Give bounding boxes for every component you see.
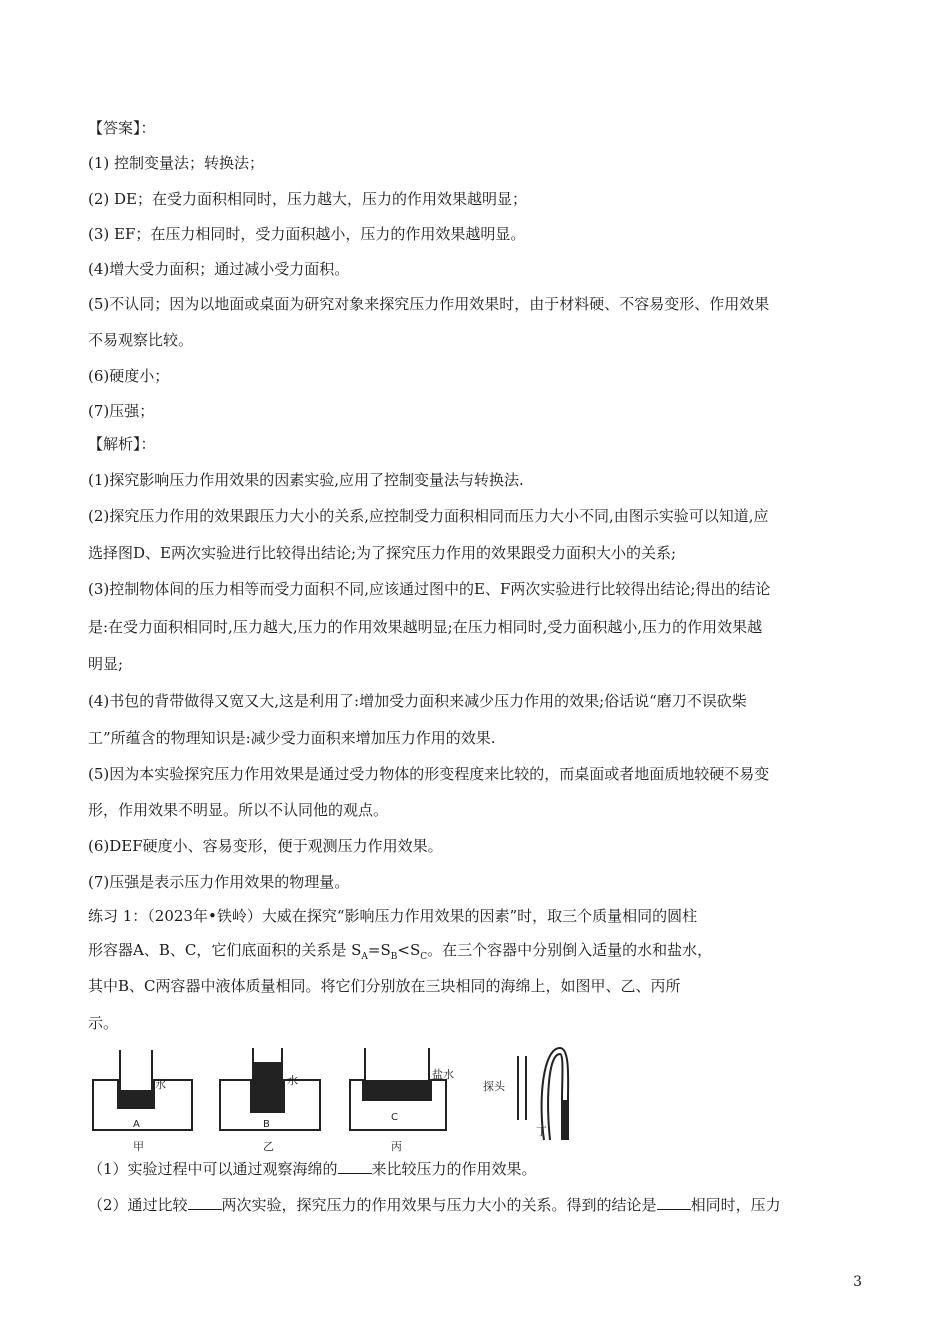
label-water-a: 水 — [155, 1078, 166, 1091]
answer-line: 不易观察比较。 — [88, 331, 194, 349]
answer-line: (2) DE；在受力面积相同时，压力越大，压力的作用效果越明显； — [88, 190, 527, 208]
page-number: 3 — [853, 1274, 862, 1290]
letter-c: C — [391, 1112, 398, 1123]
caption-a: 甲 — [133, 1140, 144, 1153]
exercise-line: 练习 1：（2023年•铁岭）大威在探究“影响压力作用效果的因素”时，取三个质量相同的圆柱 — [88, 907, 698, 925]
answer-line: (1) 控制变量法；转换法； — [88, 154, 265, 172]
letter-b: B — [263, 1119, 270, 1130]
answer-blank[interactable] — [188, 1195, 222, 1210]
letter-a: A — [133, 1119, 140, 1130]
analysis-line: 明显; — [88, 655, 124, 673]
answer-line: (4)增大受力面积；通过减小受力面积。 — [88, 260, 350, 278]
analysis-line: (2)探究压力作用的效果跟压力大小的关系,应控制受力面积相同而压力大小不同,由图示实验可以知道,应 — [88, 507, 769, 525]
exercise-line: 示。 — [88, 1014, 119, 1032]
caption-b: 乙 — [263, 1140, 274, 1153]
answer-heading: 【答案】： — [88, 119, 156, 137]
analysis-line: (6)DEF硬度小、容易变形，便于观测压力作用效果。 — [88, 837, 443, 855]
answer-line: (3) EF；在压力相同时，受力面积越小，压力的作用效果越明显。 — [88, 225, 526, 243]
question-2: （2）通过比较 两次实验，探究压力的作用效果与压力大小的关系。得到的结论是 相同时，压力 — [88, 1196, 781, 1214]
answer-blank[interactable] — [657, 1195, 691, 1210]
exercise-line: 其中B、C两容器中液体质量相同。将它们分别放在三块相同的海绵上，如图甲、乙、丙所 — [88, 977, 681, 995]
analysis-line: (4)书包的背带做得又宽又大,这是利用了:增加受力面积来减少压力作用的效果;俗话说“磨刀不误砍柴 — [88, 692, 747, 710]
sponge-c — [350, 1048, 446, 1130]
label-salt-water: 盐水 — [432, 1068, 454, 1081]
analysis-line: 形，作用效果不明显。所以不认同他的观点。 — [88, 801, 389, 819]
label-water-b: 水 — [287, 1074, 298, 1087]
analysis-line: (3)控制物体间的压力相等而受力面积不同,应该通过图中的E、F两次实验进行比较得出结论;得出的结论 — [88, 580, 771, 598]
answer-blank[interactable] — [338, 1159, 372, 1174]
sponge-b — [220, 1048, 320, 1130]
sponge-a — [93, 1050, 192, 1130]
analysis-heading: 【解析】： — [88, 435, 156, 453]
analysis-line: (5)因为本实验探究压力作用效果是通过受力物体的形变程度来比较的，而桌面或者地面质地较硬不易变 — [88, 765, 770, 783]
analysis-line: 工”所蕴含的物理知识是:减少受力面积来增加压力作用的效果. — [88, 729, 496, 747]
answer-line: (7)压强； — [88, 402, 155, 420]
analysis-line: (7)压强是表示压力作用效果的物理量。 — [88, 873, 350, 891]
experiment-figure — [88, 1040, 588, 1160]
caption-d: 丁 — [536, 1125, 547, 1138]
answer-line: (5)不认同；因为以地面或桌面为研究对象来探究压力作用效果时，由于材料硬、不容易变形、作用效果 — [88, 295, 770, 313]
label-probe: 探头 — [483, 1080, 505, 1093]
answer-line: (6)硬度小； — [88, 367, 170, 385]
analysis-line: 选择图D、E两次实验进行比较得出结论;为了探究压力作用的效果跟受力面积大小的关系; — [88, 544, 677, 562]
caption-c: 丙 — [391, 1140, 402, 1153]
question-1: （1）实验过程中可以通过观察海绵的 来比较压力的作用效果。 — [88, 1160, 537, 1178]
exercise-line: 形容器A、B、C，它们底面积的关系是 $S_A=S_B<S_C$。在三个容器中分别倒入适量的水和盐水， — [88, 941, 713, 962]
analysis-line: (1)探究影响压力作用效果的因素实验,应用了控制变量法与转换法. — [88, 471, 524, 489]
analysis-line: 是:在受力面积相同时,压力越大,压力的作用效果越明显;在压力相同时,受力面积越小,压力的作用效果越 — [88, 618, 763, 636]
